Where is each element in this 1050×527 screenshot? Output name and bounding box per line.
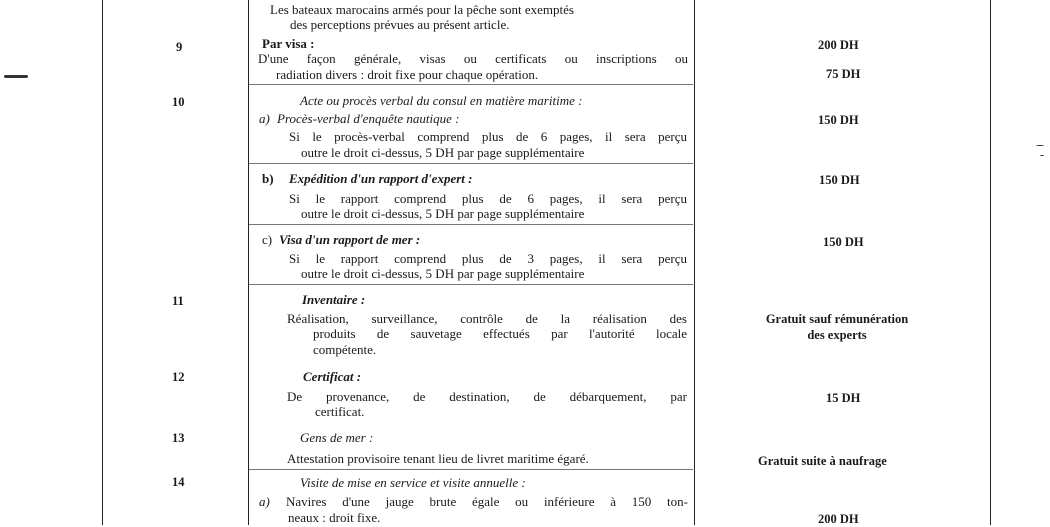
fee-value: des experts bbox=[807, 328, 867, 342]
row-divider bbox=[249, 163, 693, 164]
item-text: Si le rapport comprend plus de 3 pages, il sera perçu bbox=[289, 251, 687, 266]
item-text: produits de sauvetage effectués par l'autorité locale bbox=[313, 326, 687, 341]
item-title: Procès-verbal d'enquête nautique : bbox=[277, 111, 460, 126]
item-text: Attestation provisoire tenant lieu de livret maritime égaré. bbox=[287, 451, 589, 466]
row-divider bbox=[249, 224, 693, 225]
fee-value: Gratuit sauf rémunération bbox=[765, 312, 909, 326]
item-text: Si le procès-verbal comprend plus de 6 pages, il sera perçu bbox=[289, 129, 687, 144]
fee-value: 150 DH bbox=[823, 235, 864, 249]
item-number: 12 bbox=[172, 370, 185, 384]
fee-value: 15 DH bbox=[826, 391, 861, 405]
item-text: Si le rapport comprend plus de 6 pages, il sera perçu bbox=[289, 191, 687, 206]
scan-mark bbox=[4, 75, 28, 78]
scan-mark bbox=[1036, 145, 1044, 146]
fee-value: 150 DH bbox=[818, 113, 859, 127]
scan-mark bbox=[1040, 155, 1044, 156]
item-title: Expédition d'un rapport d'expert : bbox=[289, 171, 473, 186]
sub-label: a) bbox=[259, 111, 270, 126]
row-divider bbox=[249, 284, 693, 285]
item-text: neaux : droit fixe. bbox=[288, 510, 381, 525]
item-title: Certificat : bbox=[303, 369, 362, 384]
sub-label: a) bbox=[259, 494, 270, 509]
fee-value: 200 DH bbox=[818, 512, 859, 526]
row-divider bbox=[249, 84, 693, 85]
item-title: Gens de mer : bbox=[300, 430, 374, 445]
item-number: 11 bbox=[172, 294, 184, 308]
item-title: Acte ou procès verbal du consul en matière maritime : bbox=[300, 93, 583, 108]
item-text: compétente. bbox=[313, 342, 377, 357]
item-text: certificat. bbox=[315, 404, 365, 419]
item-text: outre le droit ci-dessus, 5 DH par page supplémentaire bbox=[301, 145, 585, 160]
fee-value: Gratuit suite à naufrage bbox=[758, 454, 887, 468]
item-text: De provenance, de destination, de débarquement, par bbox=[287, 389, 687, 404]
intro-line: Les bateaux marocains armés pour la pêche sont exemptés bbox=[270, 2, 574, 17]
item-title: Visa d'un rapport de mer : bbox=[279, 232, 421, 247]
item-text: outre le droit ci-dessus, 5 DH par page supplémentaire bbox=[301, 206, 585, 221]
fee-value: 75 DH bbox=[826, 67, 861, 81]
fee-value: 200 DH bbox=[818, 38, 859, 52]
fee-value: 150 DH bbox=[819, 173, 860, 187]
item-title: Visite de mise en service et visite annuelle : bbox=[300, 475, 526, 490]
sub-label: c) bbox=[262, 232, 273, 247]
item-number: 10 bbox=[172, 95, 185, 109]
row-divider bbox=[249, 469, 693, 470]
table-rule-left bbox=[102, 0, 103, 525]
table-rule-right bbox=[990, 0, 991, 525]
item-text: Navires d'une jauge brute égale ou inférieure à 150 ton- bbox=[286, 494, 688, 509]
item-title: Inventaire : bbox=[302, 292, 366, 307]
table-rule-mid-right bbox=[694, 0, 695, 525]
intro-line: des perceptions prévues au présent article. bbox=[290, 17, 510, 32]
item-number: 14 bbox=[172, 475, 185, 489]
item-text: radiation divers : droit fixe pour chaque opération. bbox=[276, 67, 539, 82]
item-number: 9 bbox=[176, 40, 183, 54]
item-title: Par visa : bbox=[262, 36, 315, 51]
item-text: Réalisation, surveillance, contrôle de la réalisation des bbox=[287, 311, 687, 326]
table-rule-mid-left bbox=[248, 0, 249, 525]
sub-label: b) bbox=[262, 171, 274, 186]
item-text: D'une façon générale, visas ou certificats ou inscriptions ou bbox=[258, 51, 688, 66]
item-number: 13 bbox=[172, 431, 185, 445]
item-text: outre le droit ci-dessus, 5 DH par page supplémentaire bbox=[301, 266, 585, 281]
